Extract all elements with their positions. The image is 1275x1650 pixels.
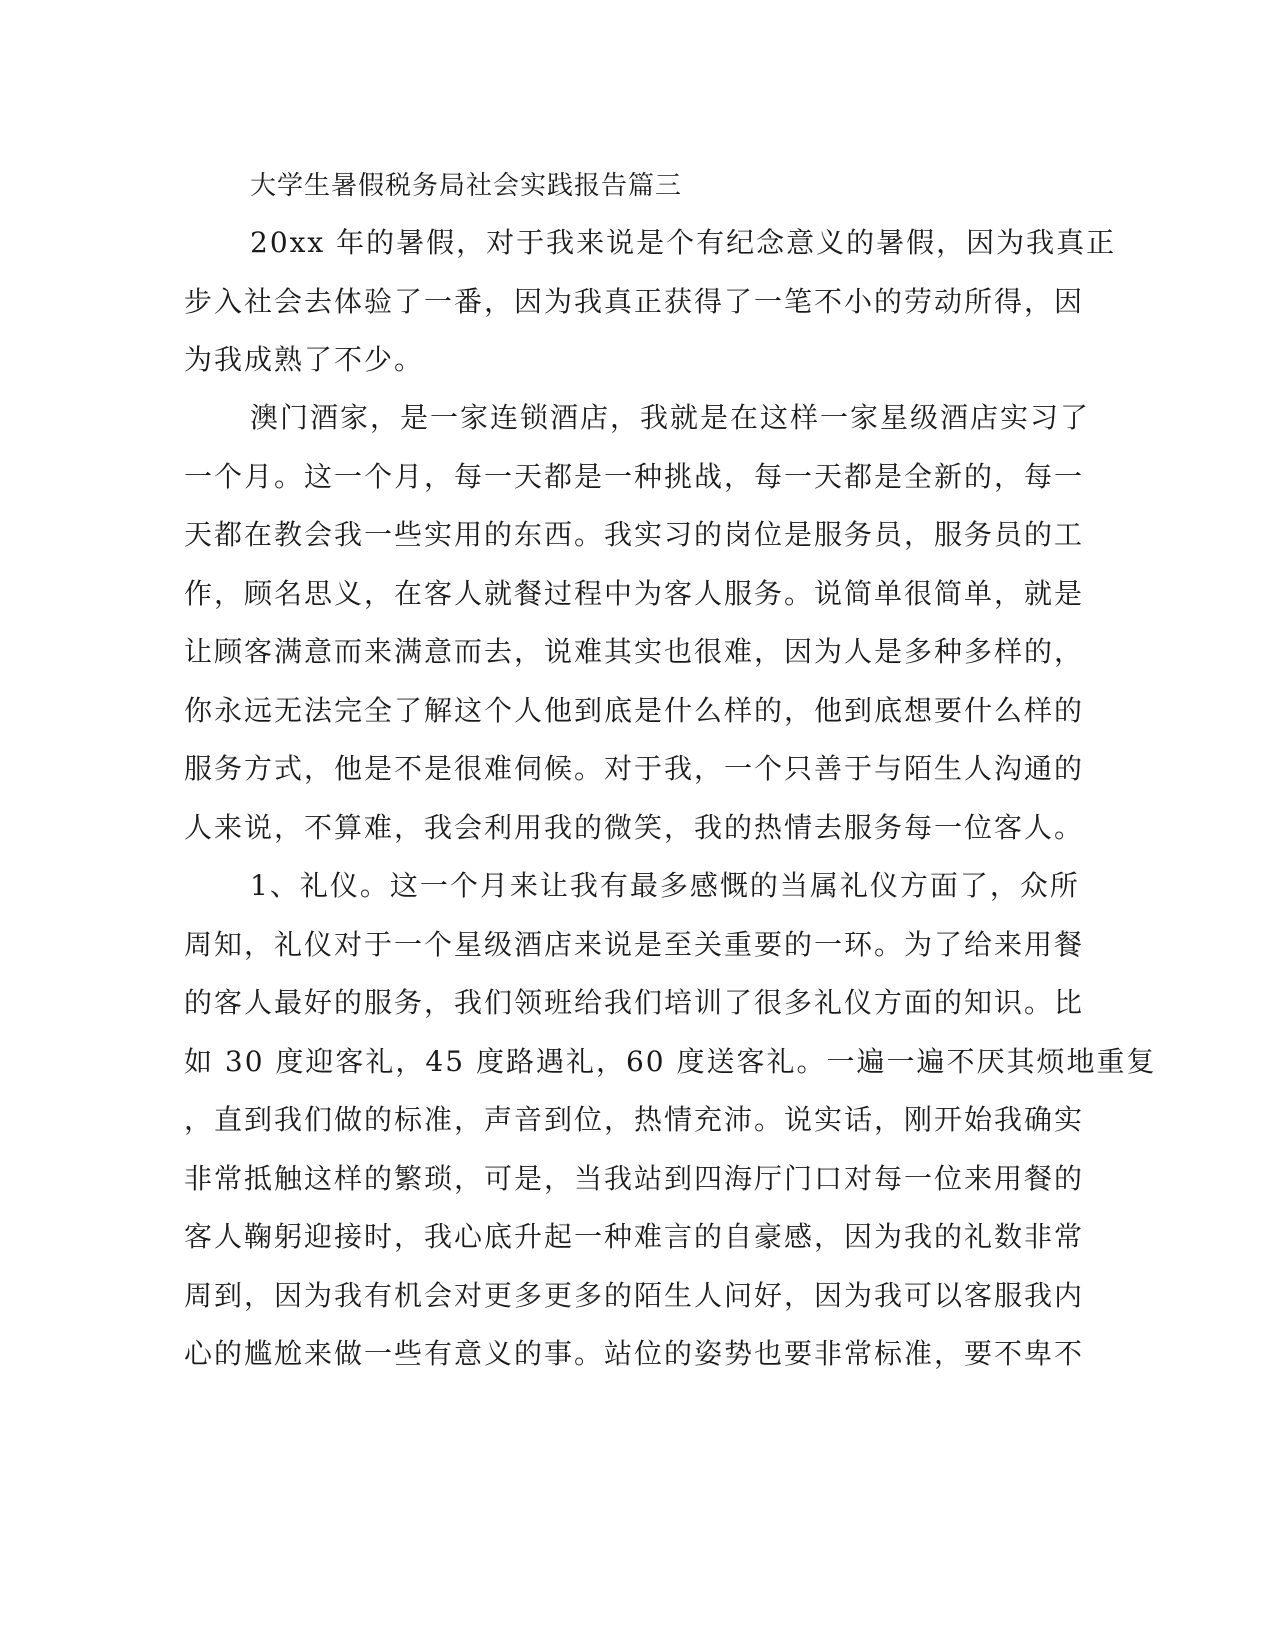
paragraph-line: 周知，礼仪对于一个星级酒店来说是至关重要的一环。为了给来用餐 [184,928,1085,961]
paragraph-line: 客人鞠躬迎接时，我心底升起一种难言的自豪感，因为我的礼数非常 [184,1220,1085,1253]
paragraph-line: 20xx 年的暑假，对于我来说是个有纪念意义的暑假，因为我真正 [250,226,1117,259]
paragraph-line: 步入社会去体验了一番，因为我真正获得了一笔不小的劳动所得，因 [184,285,1085,318]
paragraph-line: 你永远无法完全了解这个人他到底是什么样的，他到底想要什么样的 [184,694,1085,727]
paragraph-line: 天都在教会我一些实用的东西。我实习的岗位是服务员，服务员的工 [184,518,1085,551]
paragraph-line: 如 30 度迎客礼，45 度路遇礼，60 度送客礼。一遍一遍不厌其烦地重复 [184,1045,1157,1078]
paragraph-line: 澳门酒家，是一家连锁酒店，我就是在这样一家星级酒店实习了 [250,401,1091,434]
paragraph-line: 一个月。这一个月，每一天都是一种挑战，每一天都是全新的，每一 [184,460,1085,493]
paragraph-line: 非常抵触这样的繁琐，可是，当我站到四海厅门口对每一位来用餐的 [184,1162,1085,1195]
paragraph-line: 心的尴尬来做一些有意义的事。站位的姿势也要非常标准，要不卑不 [184,1337,1085,1370]
paragraph-line: 让顾客满意而来满意而去，说难其实也很难，因为人是多种多样的， [184,635,1085,668]
paragraph-line: 人来说，不算难，我会利用我的微笑，我的热情去服务每一位客人。 [184,811,1085,844]
paragraph-line: 为我成熟了不少。 [184,343,425,376]
paragraph-line: 作，顾名思义，在客人就餐过程中为客人服务。说简单很简单，就是 [184,577,1085,610]
document-title: 大学生暑假税务局社会实践报告篇三 [250,171,683,201]
paragraph-line: 1、礼仪。这一个月来让我有最多感慨的当属礼仪方面了，众所 [250,869,1080,902]
paragraph-line: 的客人最好的服务，我们领班给我们培训了很多礼仪方面的知识。比 [184,986,1085,1019]
paragraph-line: 服务方式，他是不是很难伺候。对于我，一个只善于与陌生人沟通的 [184,752,1085,785]
paragraph-line: 周到，因为我有机会对更多更多的陌生人问好，因为我可以客服我内 [184,1279,1085,1312]
paragraph-line: ，直到我们做的标准，声音到位，热情充沛。说实话，刚开始我确实 [184,1103,1085,1136]
